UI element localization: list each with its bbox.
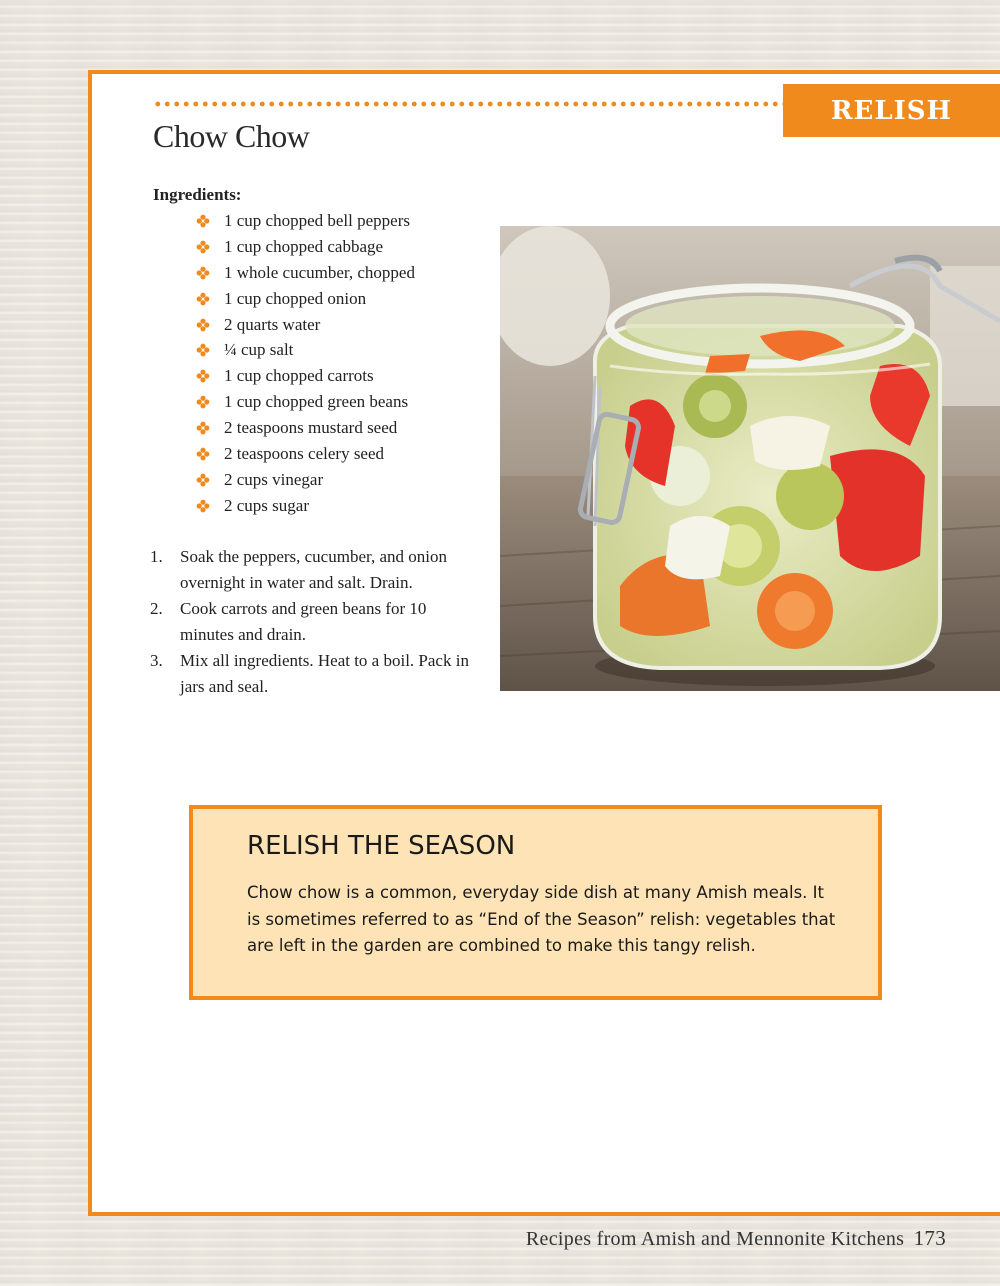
- ingredient-item: [196, 312, 415, 338]
- instruction-step: [150, 596, 480, 648]
- instruction-step: [150, 648, 480, 700]
- ingredient-item: [196, 415, 415, 441]
- ingredient-text: 2 cups sugar: [224, 495, 309, 515]
- flower-bullet-icon: [196, 447, 210, 461]
- ingredient-item: [196, 234, 415, 260]
- ingredient-text: 1 cup chopped green beans: [224, 392, 409, 412]
- ingredient-text: 1 cup chopped carrots: [224, 366, 374, 386]
- flower-bullet-icon: [196, 369, 210, 383]
- dotted-rule: [153, 100, 785, 108]
- section-tab: RELISH: [783, 84, 1000, 137]
- ingredient-item: [196, 467, 415, 493]
- flower-bullet-icon: [196, 395, 210, 409]
- callout-box: [189, 805, 882, 1000]
- flower-bullet-icon: [196, 499, 210, 513]
- ingredient-text: 1 cup chopped cabbage: [224, 236, 384, 256]
- ingredient-text: ¼ cup salt: [224, 340, 294, 360]
- flower-bullet-icon: [196, 421, 210, 435]
- flower-bullet-icon: [196, 292, 210, 306]
- page-footer: [526, 1226, 946, 1251]
- step-text: Soak the peppers, cucumber, and onion overnight in water and salt. Drain.: [180, 547, 447, 592]
- callout-body: Chow chow is a common, everyday side dish at many Amish meals. It is sometimes referred to as “End of the Season” relish: vegetables that are left in the garden are combined to make this tangy relish.: [247, 883, 836, 955]
- step-text: Mix all ingredients. Heat to a boil. Pack in jars and seal.: [180, 651, 469, 696]
- flower-bullet-icon: [196, 240, 210, 254]
- ingredient-text: 2 quarts water: [224, 314, 321, 334]
- flower-bullet-icon: [196, 266, 210, 280]
- flower-bullet-icon: [196, 318, 210, 332]
- ingredient-item: [196, 389, 415, 415]
- ingredient-text: 1 cup chopped bell peppers: [224, 211, 410, 230]
- ingredient-item: [196, 441, 415, 467]
- flower-bullet-icon: [196, 214, 210, 228]
- recipe-title: Chow Chow: [153, 118, 310, 154]
- step-number: 3.: [150, 651, 163, 670]
- ingredient-item: [196, 260, 415, 286]
- book-title: Recipes from Amish and Mennonite Kitchens: [525, 1228, 905, 1250]
- ingredient-item: [196, 363, 415, 389]
- ingredient-item: [196, 286, 415, 312]
- ingredient-text: 1 cup chopped onion: [224, 288, 367, 308]
- jar-illustration: [500, 226, 1000, 691]
- page-number: 173: [913, 1226, 946, 1250]
- flower-bullet-icon: [196, 473, 210, 487]
- ingredient-item: [196, 337, 415, 363]
- ingredients-list: [196, 208, 415, 519]
- callout-title: RELISH THE SEASON: [247, 831, 516, 861]
- ingredient-text: 1 whole cucumber, chopped: [224, 262, 415, 282]
- ingredient-item: [196, 493, 415, 519]
- step-text: Cook carrots and green beans for 10 minutes and drain.: [180, 599, 427, 644]
- instructions-list: [150, 544, 480, 700]
- step-number: 1.: [150, 547, 163, 566]
- ingredient-text: 2 teaspoons mustard seed: [224, 418, 398, 438]
- step-number: 2.: [150, 599, 163, 618]
- ingredient-item: [196, 208, 415, 234]
- ingredient-text: 2 teaspoons celery seed: [224, 444, 385, 464]
- chow-chow-jar-photo: [500, 226, 1000, 691]
- ingredients-heading: Ingredients:: [153, 185, 242, 204]
- instruction-step: [150, 544, 480, 596]
- flower-bullet-icon: [196, 343, 210, 357]
- ingredient-text: 2 cups vinegar: [224, 469, 324, 489]
